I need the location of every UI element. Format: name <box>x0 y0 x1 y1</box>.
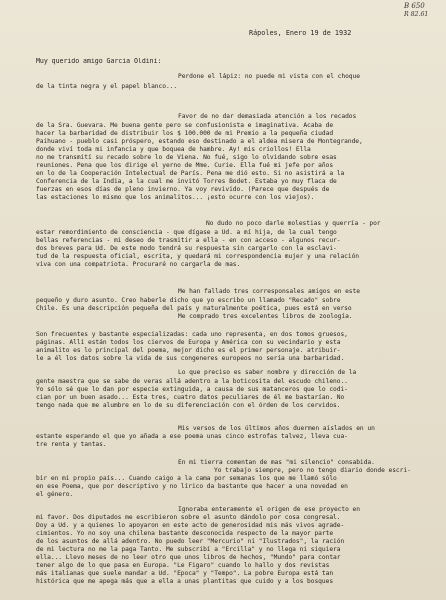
letter-line: En mi tierra comentan de mas "mi silencio" consabida. <box>178 459 375 466</box>
letter-line: mi favor. Dos diputados me escribieron sobre el asunto dándolo por cosa congresal. <box>36 514 341 521</box>
date-line: Rápoles, Enero 19 de 1932 <box>249 29 352 37</box>
letter-line: Ignoraba enteramente el origen de ese proyecto en <box>178 506 360 513</box>
letter-line: de la Sra. Guevara. Me buena gente pero se confusionista e imaginativa. Acaba de <box>36 122 334 129</box>
letter-line: reuniones. Pena que los dirige el yerno de Mme. Curie. Ella fué mi jefe por años <box>36 162 334 169</box>
letter-line: las estaciones lo mismo que los animalitos... ¡esto ocurre con los viejos). <box>36 194 315 201</box>
letter-line: más italianas que suele mandar a Ud. "Epoca" y "Tempo". La pobre Europa está tan <box>36 570 334 577</box>
letter-line: tengo nada que me alumbre en lo de su diferenciación con el órden de los cervidos. <box>36 402 341 409</box>
letter-line: estante esperando el que yo añada a ese poema unas cinco estrofas talvez, lleva cua- <box>36 433 348 440</box>
letter-line: de la tinta negra y el papel blanco... <box>36 83 178 90</box>
archive-mark-top: B 650 <box>404 2 425 10</box>
archive-mark-bottom: R 82.61 <box>404 11 429 18</box>
letter-line: Perdone el lápiz: no puede mi vista con el choque <box>178 73 360 80</box>
letter-line: Son frecuentes y bastante especializadas: cada uno representa, en dos tomos gruesos, <box>36 331 348 338</box>
letter-line: páginas. Allí están todos los ciervos de Europa y América con su vecindario y esta <box>36 339 341 346</box>
letter-line: fuerzas en esos días de pleno invierno. Ya voy revivido. (Parece que después de <box>36 186 330 193</box>
letter-line: Me comprado tres excelentes libros de zoología. <box>178 313 353 320</box>
letter-line: dos breves para Ud. De este modo tendrá su respuesta sin cargarlo con la esclavi- <box>36 245 337 252</box>
letter-line: hacer la barbaridad de distribuir los $ 100.000 de mi Premio a la pequeña ciudad <box>36 130 334 137</box>
letter-line: le a él los datos sobre la vida de sus congeneres europeos no sería una barbaridad. <box>36 355 345 362</box>
letter-line: Paihuano - pueblo casi próspero, estando eso destinado a el aldea misera de Montegrande, <box>36 138 363 145</box>
letter-line: No dudo no poco darle molestias y querría - por <box>206 220 381 227</box>
letter-line: Chile. Es una descripción pequeña del país y naturalmente poética, pues está en verso <box>36 305 352 312</box>
letter-line: bellas referencias - mi deseo de trasmitir a ella - en con acceso - algunos recur- <box>36 237 341 244</box>
letter-line: en lo de la Cooperación Intelectual de París. Pena me dió esto. Si no asistirá a la <box>36 170 345 177</box>
letter-line: gente maestra que se sabe de veras allá adentro a la boticosita del escudo chileno.. <box>36 378 348 385</box>
letter-line: Mis versos de los últimos años duermen aislados en un <box>178 425 375 432</box>
letter-line: animalito es lo principal del poema, mejor dicho es el primer personaje. atribuir- <box>36 347 341 354</box>
letter-line: estar remordimiento de consciencia - que dígase a Ud. a mí hija, de la cual tengo <box>36 229 337 236</box>
salutation: Muy querido amigo García Oldini: <box>36 58 162 65</box>
letter-line: bir en mi propio país... Cuando caigo a la cama por semanas los que me llamó sólo <box>36 475 337 482</box>
letter-line: viva con una compatriota. Procuraré no cargarla de mas. <box>36 261 241 268</box>
letter-line: Lo que preciso es saber nombre y dirección de la <box>178 369 357 376</box>
letter-line: el género. <box>36 491 74 498</box>
letter-line: cian por un buen asado... Esta tres, cuatro datos peculiares de él me bastarían. No <box>36 394 345 401</box>
letter-line: Conferencia de la India, a la cual me invitó Torres Bodet. Estaba yo muy flaca de <box>36 178 337 185</box>
letter-line: Yo trabajo siempre, pero no tengo diario donde escri- <box>214 467 411 474</box>
letter-line: de los asuntos de allá adentro. No puedo leer "Mercurio" ni "Ilustrados", la ración <box>36 538 345 545</box>
letter-line: tener algo de lo que pasa en Europa. "Le Figaro" cuando lo hallo y dos revistas <box>36 562 330 569</box>
letter-line: donde viví toda mi infancia y que boquea de hambre. Ay! mis criollos! Ella <box>36 146 311 153</box>
letter-line: Me han fallado tres corresponsales amigos en este <box>178 288 360 295</box>
letter-line: pequeño y duro asunto. Creo haberle dicho que yo escribo un llamado "Recado" sobre <box>36 297 341 304</box>
letter-line: histórica que me apega más que a ella a unas plantitas que cuido y a los bosques <box>36 578 334 585</box>
letter-line: tre renta y tantas. <box>36 441 107 448</box>
letter-line: ella... Llevo meses de no leer otro que unos libros de hechos, "Mundo" para contar <box>36 554 341 561</box>
letter-line: de mi lectura no me la paga Tanto. Me subscribí a "Ercilla" y no llega ni siquiera <box>36 546 341 553</box>
letter-line: Doy a Ud. y a quienes lo apoyaron en este acto de generosidad mis más vivos agrade- <box>36 522 345 529</box>
letter-line: Yo sólo sé que lo dan por especie extinguida, a causa de sus matanceros que lo codi- <box>36 386 348 393</box>
letter-line: no me transmití su recado sobre lo de Viena. No fué, sigo lo olvidando sobre esas <box>36 154 337 161</box>
letter-line: Favor de no dar demasiada atención a los recados <box>178 113 357 120</box>
letter-line: en ese Poema, que por descriptivo y no lírico da bastante que hacer a una novedad en <box>36 483 348 490</box>
letter-line: cimientos. Yo no soy una chilena bastante desconocida respecto de la mayor parte <box>36 530 334 537</box>
letter-line: tud de la respuesta oficial, escrita, y quedará mi correspondencia mujer y una relación <box>36 253 360 260</box>
